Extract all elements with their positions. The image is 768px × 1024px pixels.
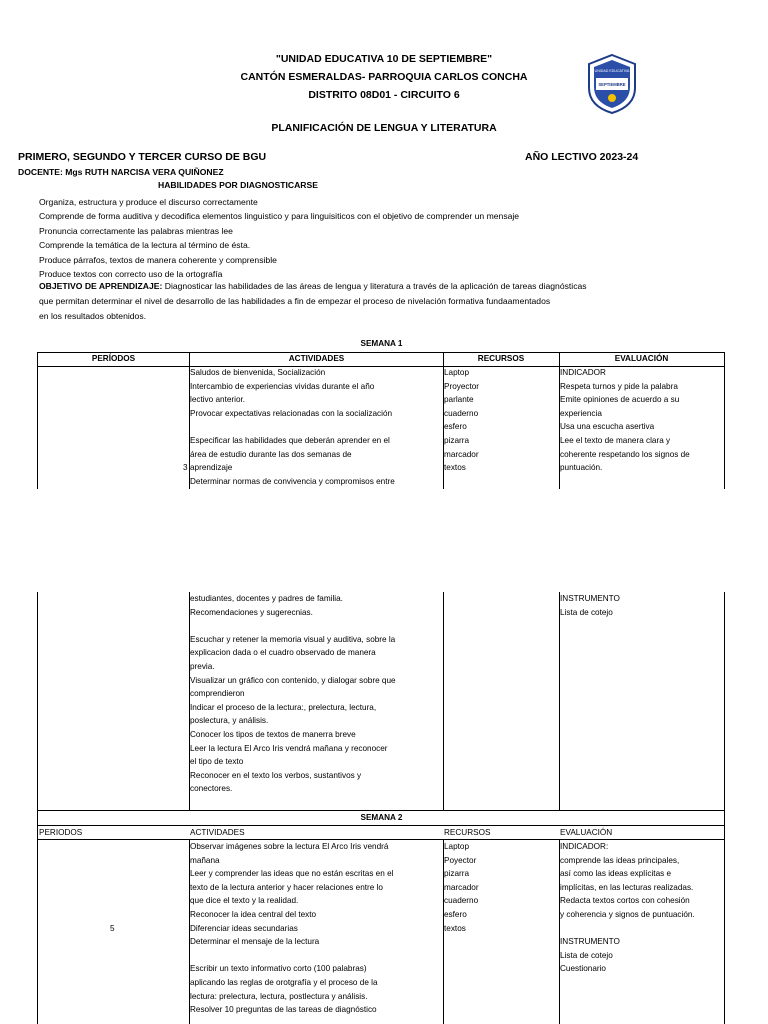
week1-header-evaluation: EVALUACIÓN <box>614 354 669 363</box>
week2-resources <box>444 840 479 935</box>
evaluation-line: Lista de cotejo <box>560 950 613 960</box>
week2-activities <box>190 840 393 1017</box>
activity-line <box>190 420 395 434</box>
activity-line: texto de la lectura anterior y hacer relaciones entre lo <box>190 882 383 892</box>
resource-item: esfero <box>444 909 467 919</box>
evaluation-line: y coherencia y signos de puntuación. <box>560 909 695 919</box>
skills-list <box>39 195 519 281</box>
evaluation-line: Emite opiniones de acuerdo a su <box>560 395 680 405</box>
activity-line: Observar imágenes sobre la lectura El Arco Iris vendrá <box>190 842 389 851</box>
activity-line: aprendizaje <box>190 463 233 473</box>
activity-line: Escuchar y retener la memoria visual y auditiva, sobre la <box>190 634 396 644</box>
activity-line: Provocar expectativas relacionadas con la socialización <box>190 408 393 418</box>
resource-item: marcador <box>444 449 479 459</box>
activity-line: mañana <box>190 855 220 865</box>
week2-header-evaluation: EVALUACIÓN <box>560 828 613 837</box>
evaluation-line: INSTRUMENTO <box>560 594 620 603</box>
evaluation-line: Respeta turnos y pide la palabra <box>560 381 678 391</box>
week1-header-activities: ACTIVIDADES <box>288 354 345 363</box>
objective-line-3: en los resultados obtenidos. <box>39 311 147 321</box>
evaluation-line: coherente respetando los signos de <box>560 449 690 459</box>
week1-title: SEMANA 1 <box>360 339 403 348</box>
teacher-line: DOCENTE: Mgs RUTH NARCISA VERA QUIÑONEZ <box>18 167 224 177</box>
evaluation-line: Redacta textos cortos con cohesión <box>560 896 690 906</box>
evaluation-line: así como las ideas explícitas e <box>560 869 672 879</box>
activity-line: Recomendaciones y sugerecnias. <box>190 607 313 617</box>
evaluation-line: Lee el texto de manera clara y <box>560 435 671 445</box>
skills-title: HABILIDADES POR DIAGNOSTICARSE <box>158 180 318 190</box>
svg-text:SEPTIEMBRE: SEPTIEMBRE <box>598 82 626 87</box>
activity-line: Determinar el mensaje de la lectura <box>190 937 320 947</box>
week1-header-resources: RECURSOS <box>477 354 525 363</box>
evaluation-line <box>560 922 695 936</box>
resource-item: Poyector <box>444 855 477 865</box>
evaluation-line: Lista de cotejo <box>560 607 613 617</box>
week1-activities-part2 <box>190 592 396 796</box>
school-logo <box>583 52 641 116</box>
evaluation-line: experiencia <box>560 408 602 418</box>
resource-item: marcador <box>444 882 479 892</box>
activity-line: aplicando las reglas de orotgrafía y el proceso de la <box>190 977 378 987</box>
activity-line: Especificar las habilidades que deberán aprender en el <box>190 435 390 445</box>
activity-line: previa. <box>190 661 215 671</box>
evaluation-line: Usa una escucha asertiva <box>560 422 655 432</box>
evaluation-line: implícitas, en las lecturas realizadas. <box>560 882 694 892</box>
courses-line: PRIMERO, SEGUNDO Y TERCER CURSO DE BGU <box>18 151 267 163</box>
activity-line: explicacion dada o el cuadro observado de manera <box>190 648 376 658</box>
activity-line: Leer y comprender las ideas que no están escritas en el <box>190 869 394 879</box>
objective-text-1: Diagnosticar las habilidades de las áreas de lengua y literatura a través de la aplicación de tareas diagnósticas <box>162 281 587 291</box>
activity-line <box>190 619 396 633</box>
resource-item: esfero <box>444 422 467 432</box>
week2-evaluation <box>560 840 695 976</box>
week2-header-periods: PERIODOS <box>39 828 83 837</box>
plan-title: PLANIFICACIÓN DE LENGUA Y LITERATURA <box>271 122 497 134</box>
skill-item: Organiza, estructura y produce el discurso correctamente <box>39 197 258 207</box>
resource-item: Proyector <box>444 381 480 391</box>
resource-item: textos <box>444 923 466 933</box>
activity-line: conectores. <box>190 784 233 794</box>
objective-line-1 <box>39 281 587 291</box>
activity-line: poslectura, y análisis. <box>190 716 269 726</box>
evaluation-line: INDICADOR: <box>560 842 609 851</box>
evaluation-line: INDICADOR <box>560 368 606 377</box>
week1-resources <box>444 366 479 475</box>
resource-item: textos <box>444 463 466 473</box>
skill-item: Comprende la temática de la lectura al término de ésta. <box>39 240 251 251</box>
resource-item: cuaderno <box>444 896 479 906</box>
evaluation-line: Cuestionario <box>560 964 606 974</box>
week1-activities-part1 <box>190 366 395 488</box>
activity-line: Leer la lectura El Arco Iris vendrá mañana y reconocer <box>190 743 388 753</box>
activity-line: Visualizar un gráfico con contenido, y dialogar sobre que <box>190 675 396 685</box>
week1-evaluation-part1 <box>560 366 690 475</box>
school-name: "UNIDAD EDUCATIVA 10 DE SEPTIEMBRE" <box>275 53 493 65</box>
objective-label: OBJETIVO DE APRENDIZAJE: <box>39 281 163 291</box>
resource-item: pizarra <box>444 435 470 445</box>
activity-line <box>190 949 393 963</box>
activity-line: Reconocer en el texto los verbos, sustantivos y <box>190 770 362 780</box>
activity-line: Intercambio de experiencias vividas durante el año <box>190 381 375 391</box>
week2-header-resources: RECURSOS <box>444 828 491 837</box>
activity-line: área de estudio durante las dos semanas de <box>190 449 352 459</box>
week2-header-activities: ACTIVIDADES <box>190 828 245 837</box>
activity-line: Diferenciar ideas secundarias <box>190 923 298 933</box>
week1-evaluation-part2 <box>560 592 620 619</box>
activity-line: Escribir un texto informativo corto (100 palabras) <box>190 964 367 974</box>
activity-line: Determinar normas de convivencia y compromisos entre <box>190 476 395 486</box>
evaluation-line: INSTRUMENTO <box>560 937 620 947</box>
activity-line: que dice el texto y la realidad. <box>190 896 299 906</box>
week2-period: 5 <box>110 924 115 933</box>
skill-item: Produce párrafos, textos de manera coherente y comprensible <box>39 254 277 265</box>
svg-text:UNIDAD EDUCATIVA: UNIDAD EDUCATIVA <box>594 69 630 73</box>
activity-line: comprendieron <box>190 689 245 699</box>
activity-line: Conocer los tipos de textos de manerra breve <box>190 729 356 739</box>
activity-line: Reconocer la idea central del texto <box>190 909 317 919</box>
activity-line: Saludos de bienvenida, Socialización <box>190 368 326 377</box>
week1-header-periods: PERÍODOS <box>91 354 136 363</box>
resource-item: parlante <box>444 395 474 405</box>
resource-item: Laptop <box>444 368 470 377</box>
resource-item: Laptop <box>444 842 470 851</box>
objective-line-2: que permitan determinar el nivel de desarrollo de las habilidades a fin de empezar el proceso de nivelación formativa fundaamentados <box>39 296 551 306</box>
activity-line: el tipo de texto <box>190 757 244 767</box>
skill-item: Comprende de forma auditiva y decodifica elementos linguistico y para linguisiticos con el objetivo de comprender un mensaje <box>39 211 520 222</box>
week2-title: SEMANA 2 <box>360 813 403 822</box>
evaluation-line: comprende las ideas principales, <box>560 855 680 865</box>
skill-item: Pronuncia correctamente las palabras mientras lee <box>39 225 233 236</box>
skill-item: Produce textos con correcto uso de la ortografía <box>39 269 223 280</box>
resource-item: cuaderno <box>444 408 479 418</box>
canton-line: CANTÓN ESMERALDAS- PARROQUIA CARLOS CONCHA <box>240 71 528 83</box>
activity-line: estudiantes, docentes y padres de familia. <box>190 594 343 603</box>
activity-line: lectivo anterior. <box>190 395 246 405</box>
activity-line: lectura: prelectura, lectura, postlectura y análisis. <box>190 991 368 1001</box>
activity-line: Indicar el proceso de la lectura:, prelectura, lectura, <box>190 702 377 712</box>
week1-period: 3 <box>183 463 188 472</box>
evaluation-line: puntuación. <box>560 463 603 473</box>
school-year: AÑO LECTIVO 2023-24 <box>525 151 639 163</box>
activity-line: Resolver 10 preguntas de las tareas de diagnóstico <box>190 1005 377 1015</box>
resource-item: pizarra <box>444 869 470 879</box>
district-line: DISTRITO 08D01 - CIRCUITO 6 <box>308 89 460 101</box>
